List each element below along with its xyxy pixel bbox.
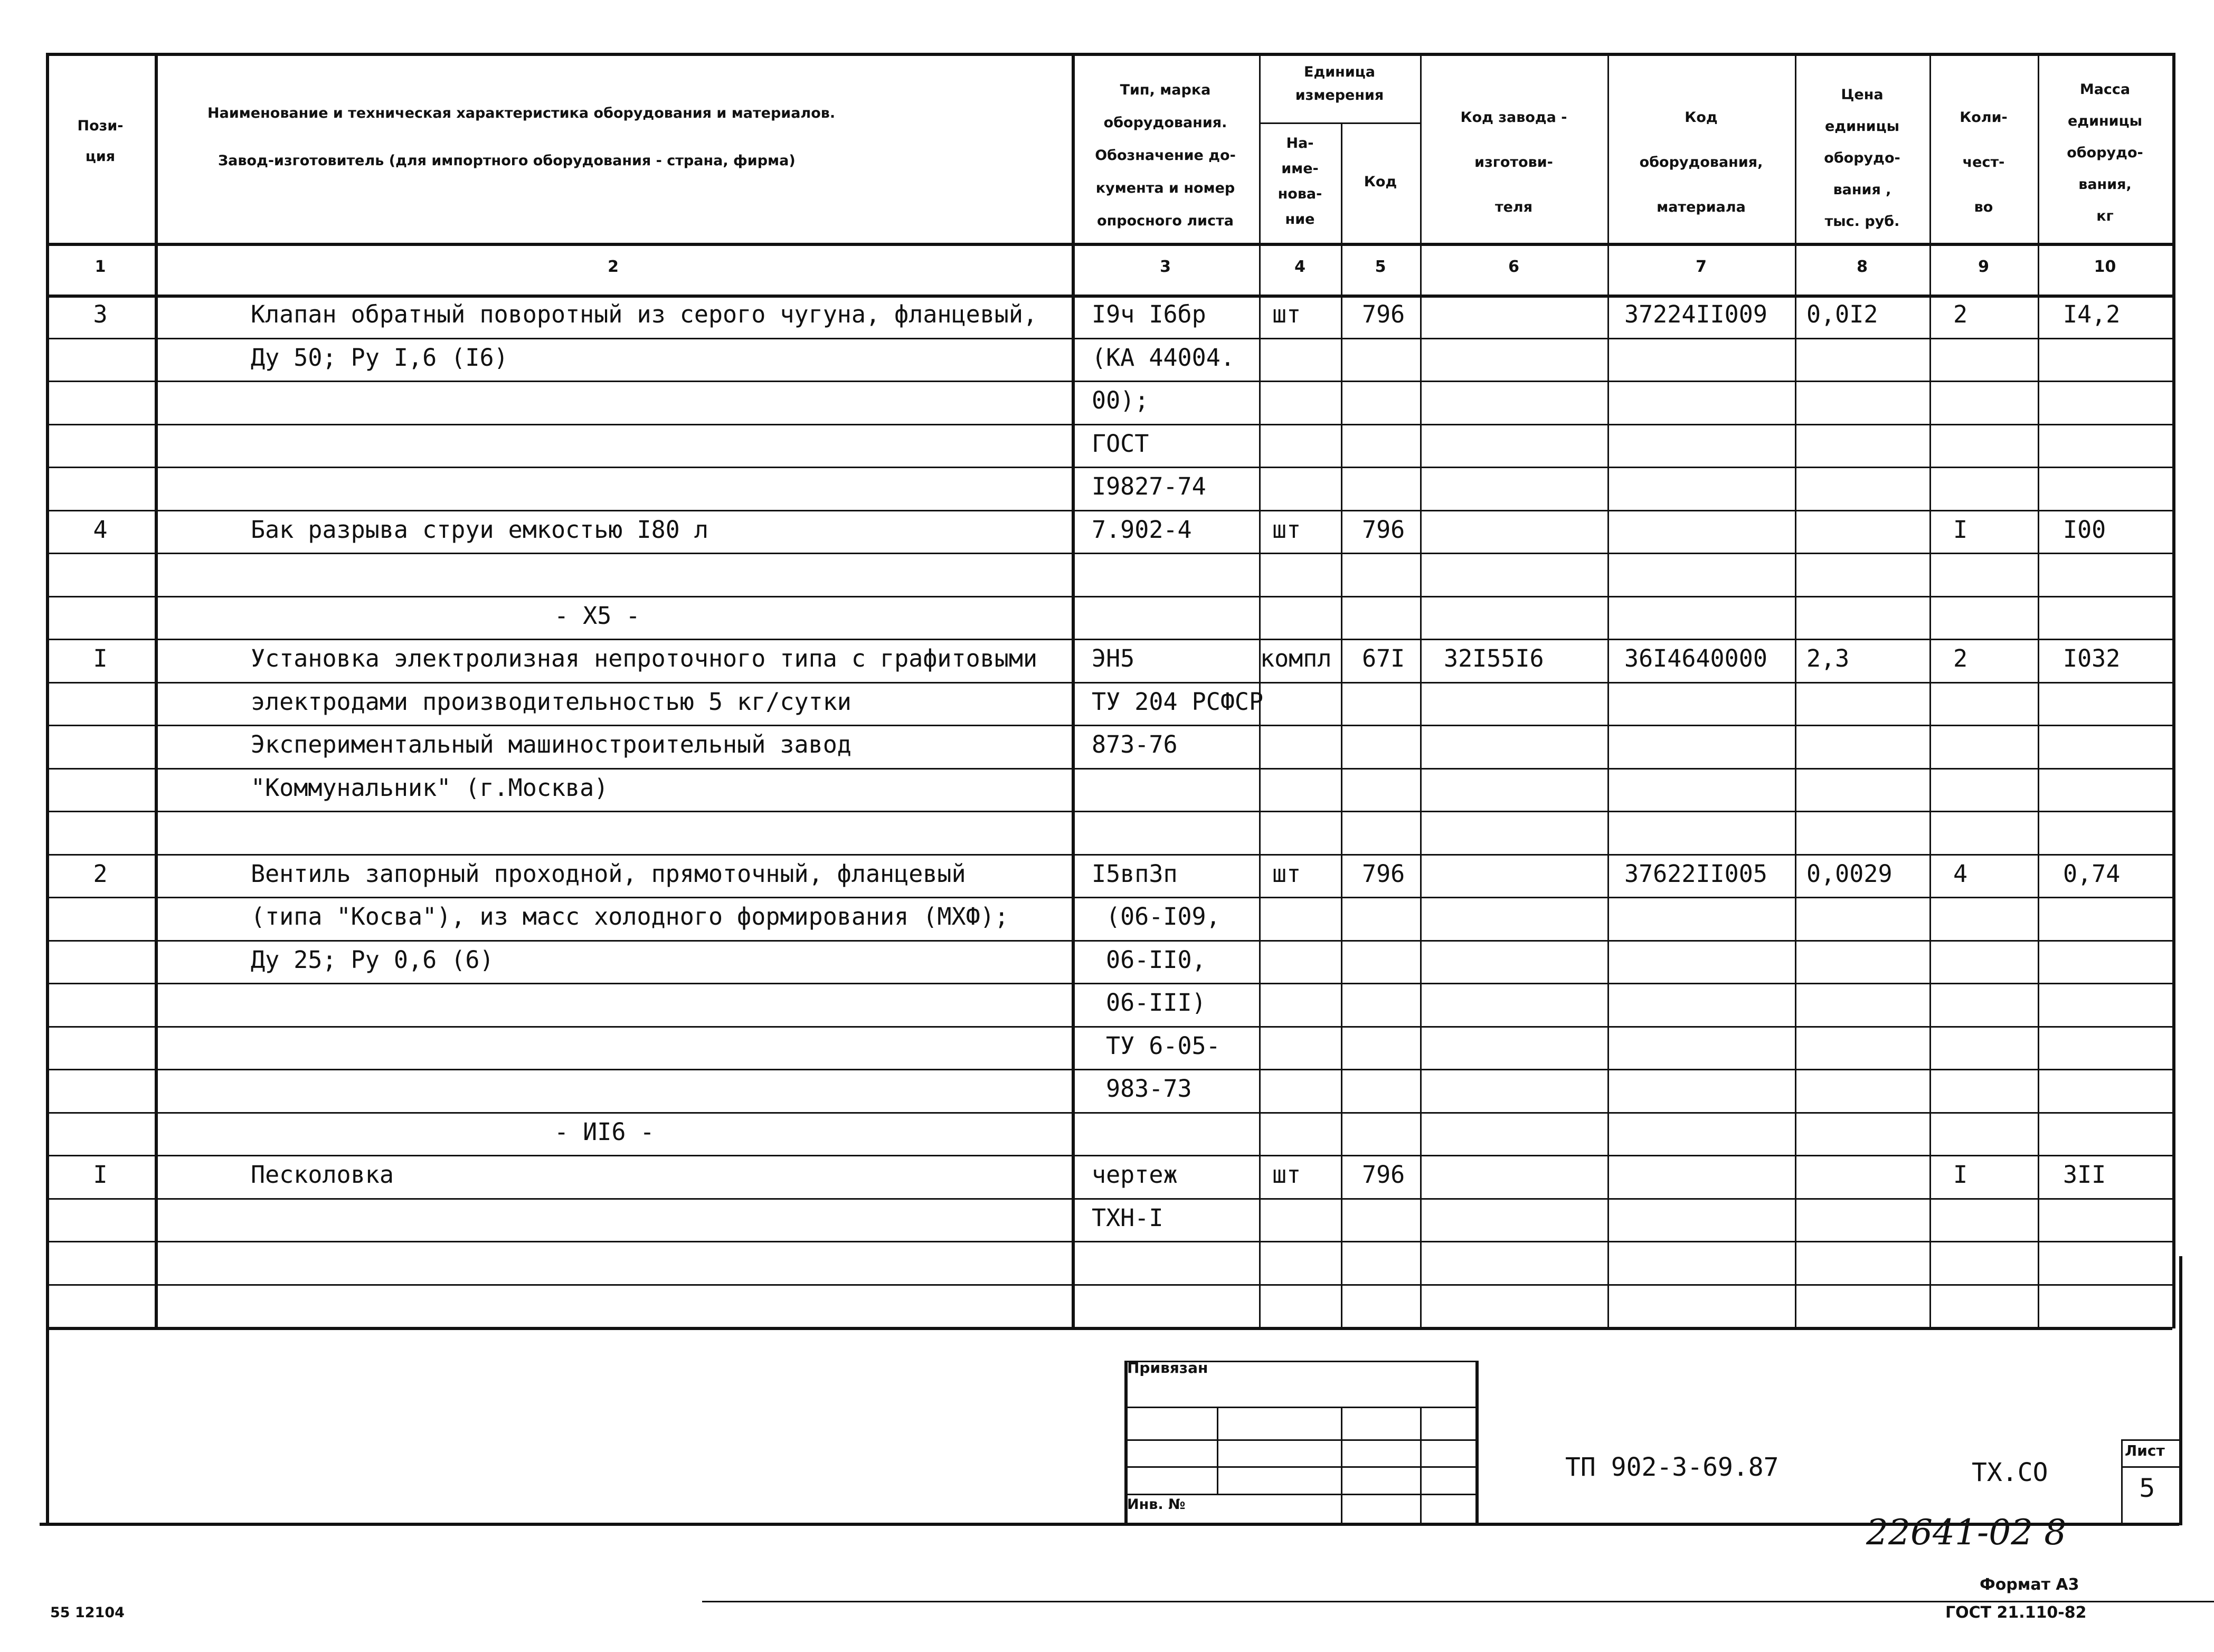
grid-line-vertical [2038, 53, 2039, 1328]
grid-line-vertical [1475, 1361, 1479, 1524]
grid-line-horizontal [46, 1155, 2172, 1156]
row-mass: I032 [2063, 644, 2121, 672]
column-number: 5 [1375, 258, 1386, 276]
row-factory-code: 32I55I6 [1444, 644, 1544, 672]
header-factory-code: Код завода - изготови- теля [1460, 109, 1567, 215]
grid-line-horizontal [46, 768, 2172, 770]
column-number: 8 [1857, 258, 1868, 276]
grid-line-horizontal [1124, 1439, 1475, 1441]
row-unit-code: 796 [1362, 300, 1405, 328]
grid-line-vertical [1341, 122, 1342, 1328]
grid-line-horizontal [46, 1284, 2172, 1286]
grid-line-horizontal [46, 1198, 2172, 1200]
grid-line-horizontal [46, 53, 2172, 56]
gost-label: ГОСТ 21.110-82 [1945, 1603, 2087, 1622]
row-type: ЭН5 [1092, 644, 1135, 672]
grid-line-horizontal [46, 639, 2172, 640]
sheet-label: Лист [2125, 1442, 2165, 1459]
row-unit-code: 67I [1362, 644, 1405, 672]
header-name-line1: Наименование и техническая характеристика оборудования и материалов. [207, 105, 836, 121]
row-position: I [93, 644, 108, 672]
header-mass: Масса единицы оборудо- вания, кг [2067, 81, 2143, 224]
row-unit-code: 796 [1362, 515, 1405, 544]
grid-line-horizontal [46, 596, 2172, 597]
grid-line-horizontal [46, 424, 2172, 425]
section-title: - ИI6 - [554, 1117, 655, 1146]
grid-line-horizontal [702, 1601, 2214, 1602]
row-type: I9827-74 [1092, 472, 1206, 500]
row-mass: 0,74 [2063, 859, 2121, 888]
handwritten-number: 22641-02 8 [1866, 1512, 2067, 1553]
row-name: электродами производительностью 5 кг/сутки [251, 687, 851, 716]
header-position: Пози- ция [77, 118, 124, 165]
column-number: 10 [2094, 258, 2116, 276]
header-quantity: Коли- чест- во [1960, 109, 2008, 215]
row-unit-name: шт [1272, 515, 1301, 544]
row-position: 2 [93, 859, 108, 888]
header-unit-group: Единица измерения [1295, 64, 1384, 103]
format-label: Формат А3 [1980, 1575, 2079, 1594]
row-equipment-code: 37224II009 [1624, 300, 1767, 328]
grid-line-horizontal [46, 295, 2172, 298]
row-type: 00); [1092, 386, 1149, 414]
grid-line-vertical [1420, 1407, 1422, 1524]
grid-line-vertical [1929, 53, 1931, 1328]
row-name: Установка электролизная непроточного типа с графитовыми [251, 644, 1038, 672]
row-type: 06-III) [1106, 989, 1206, 1017]
grid-line-horizontal [2121, 1439, 2179, 1441]
row-mass: I00 [2063, 515, 2106, 544]
row-name: (типа "Косва"), из масс холодного формирования (МХФ); [251, 903, 1009, 931]
row-type: 983-73 [1106, 1075, 1192, 1103]
grid-line-horizontal [46, 854, 2172, 856]
header-name-line2: Завод-изготовитель (для импортного оборудования - страна, фирма) [218, 153, 796, 169]
grid-line-vertical [46, 1327, 49, 1525]
row-type: ТУ 6-05- [1106, 1031, 1220, 1060]
row-quantity: 2 [1953, 644, 1968, 672]
row-unit-name: шт [1272, 1161, 1301, 1189]
grid-line-horizontal [46, 940, 2172, 942]
row-type: 873-76 [1092, 730, 1178, 758]
grid-line-horizontal [46, 1327, 2172, 1330]
sheet-number: 5 [2139, 1474, 2155, 1503]
document-code: ТП 902-3-69.87 [1565, 1452, 1779, 1482]
row-position: I [93, 1161, 108, 1189]
row-price: 0,0I2 [1806, 300, 1878, 328]
row-name: Ду 50; Ру I,6 (I6) [251, 343, 508, 372]
column-number: 1 [94, 258, 106, 276]
column-number: 2 [608, 258, 619, 276]
row-name: Клапан обратный поворотный из серого чугуна, фланцевый, [251, 300, 1038, 328]
grid-line-horizontal [46, 381, 2172, 382]
grid-line-horizontal [46, 682, 2172, 683]
row-position: 4 [93, 515, 108, 544]
row-name: Вентиль запорный проходной, прямоточный, фланцевый [251, 859, 966, 888]
row-type: I9ч I6бр [1092, 300, 1206, 328]
grid-line-vertical [1795, 53, 1796, 1328]
column-number: 9 [1978, 258, 1989, 276]
grid-line-horizontal [1259, 122, 1420, 124]
row-name: "Коммунальник" (г.Москва) [251, 773, 609, 802]
row-type: ТХН-I [1092, 1203, 1163, 1232]
row-unit-code: 796 [1362, 859, 1405, 888]
grid-line-horizontal [46, 338, 2172, 339]
row-mass: I4,2 [2063, 300, 2121, 328]
row-quantity: I [1953, 1161, 1968, 1189]
row-quantity: 4 [1953, 859, 1968, 888]
grid-line-horizontal [1124, 1407, 1475, 1408]
grid-line-vertical [2172, 53, 2175, 1328]
grid-line-horizontal [46, 1069, 2172, 1070]
row-name: Экспериментальный машиностроительный завод [251, 730, 851, 758]
header-type: Тип, марка оборудования. Обозначение до- кумента и номер опросного листа [1095, 82, 1236, 229]
grid-line-horizontal [46, 1112, 2172, 1114]
row-type: ГОСТ [1092, 429, 1149, 458]
grid-line-vertical [46, 53, 49, 1328]
row-unit-code: 796 [1362, 1161, 1405, 1189]
grid-line-horizontal [46, 510, 2172, 511]
column-number: 3 [1160, 258, 1171, 276]
grid-line-horizontal [46, 1241, 2172, 1242]
grid-line-horizontal [46, 553, 2172, 554]
footer-left-code: 55 12104 [50, 1604, 125, 1621]
grid-line-horizontal [46, 811, 2172, 812]
grid-line-horizontal [40, 1523, 2179, 1526]
grid-line-vertical [1072, 53, 1075, 1328]
grid-line-horizontal [46, 467, 2172, 468]
row-type: чертеж [1092, 1161, 1178, 1189]
row-type: (06-I09, [1106, 903, 1220, 931]
row-unit-name: компл [1260, 644, 1332, 672]
grid-line-horizontal [1124, 1494, 1475, 1495]
row-equipment-code: 36I4640000 [1624, 644, 1767, 672]
row-unit-name: шт [1272, 859, 1301, 888]
column-number: 7 [1696, 258, 1707, 276]
row-equipment-code: 37622II005 [1624, 859, 1767, 888]
header-unit-name: На- име- нова- ние [1278, 135, 1322, 227]
row-type: 7.902-4 [1092, 515, 1192, 544]
row-price: 0,0029 [1806, 859, 1893, 888]
grid-line-vertical [1607, 53, 1609, 1328]
grid-line-horizontal [46, 1026, 2172, 1028]
row-mass: 3II [2063, 1161, 2106, 1189]
row-quantity: I [1953, 515, 1968, 544]
header-unit-code: Код [1364, 174, 1397, 190]
grid-line-vertical [2179, 1256, 2182, 1525]
privyazan-label: Привязан [1127, 1359, 1208, 1376]
row-type: I5вп3п [1092, 859, 1178, 888]
grid-line-horizontal [46, 983, 2172, 984]
grid-line-vertical [1420, 53, 1422, 1328]
row-name: Ду 25; Ру 0,6 (6) [251, 945, 494, 974]
grid-line-vertical [155, 53, 158, 1328]
header-equipment-code: Код оборудования, материала [1639, 109, 1763, 215]
grid-line-horizontal [2121, 1466, 2179, 1468]
column-number: 6 [1508, 258, 1519, 276]
inventory-number-label: Инв. № [1127, 1496, 1186, 1513]
row-name: Бак разрыва струи емкостью I80 л [251, 515, 708, 544]
grid-line-vertical [1341, 1407, 1342, 1524]
grid-line-horizontal [1124, 1466, 1475, 1468]
row-type: ТУ 204 РСФСР [1092, 687, 1264, 716]
row-type: 06-II0, [1106, 945, 1206, 974]
grid-line-horizontal [46, 243, 2172, 246]
row-unit-name: шт [1272, 300, 1301, 328]
grid-line-horizontal [46, 725, 2172, 726]
grid-line-vertical [1217, 1407, 1218, 1494]
row-name: Песколовка [251, 1161, 394, 1189]
section-title: - Х5 - [554, 601, 640, 630]
grid-line-horizontal [46, 897, 2172, 898]
row-position: 3 [93, 300, 108, 328]
grid-line-vertical [2121, 1439, 2123, 1524]
column-number: 4 [1294, 258, 1305, 276]
row-quantity: 2 [1953, 300, 1968, 328]
document-mark: ТХ.СО [1972, 1458, 2048, 1487]
row-type: (КА 44004. [1092, 343, 1235, 372]
row-price: 2,3 [1806, 644, 1850, 672]
header-price: Цена единицы оборудо- вания , тыс. руб. [1824, 87, 1900, 230]
